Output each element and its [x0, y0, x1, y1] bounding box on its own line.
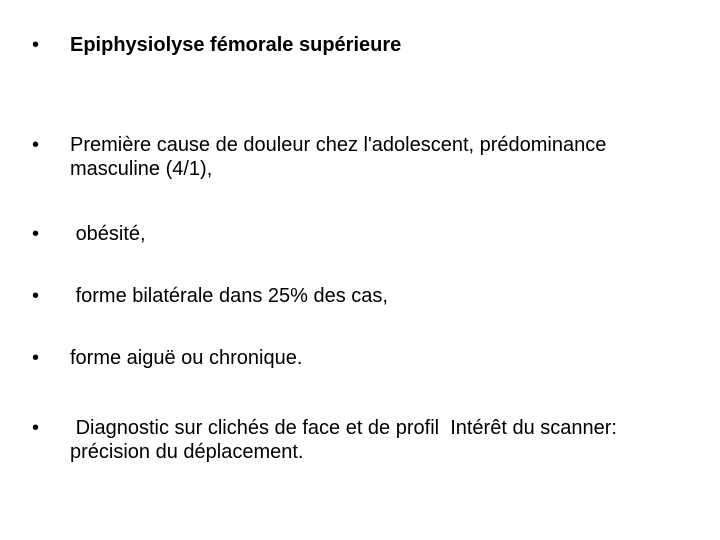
bullet-item-obesity: [30, 222, 680, 246]
bullet-item-acute-chronic: [30, 346, 680, 370]
bullet-text: Epiphysiolyse fémorale supérieure: [70, 34, 402, 56]
bullet-item-bilateral: [30, 284, 680, 308]
bullet-text: Première cause de douleur chez l'adolescent, prédominance masculine (4/1),: [70, 134, 612, 180]
bullet-item-diagnostic: [30, 416, 680, 464]
bullet-text: forme bilatérale dans 25% des cas,: [70, 285, 388, 307]
bullet-icon: •: [32, 34, 40, 56]
bullet-icon: •: [32, 134, 40, 156]
bullet-item-cause: [30, 133, 680, 181]
bullet-text: obésité,: [70, 223, 146, 245]
bullet-icon: •: [32, 285, 40, 307]
bullet-item-title: [30, 33, 680, 57]
bullet-icon: •: [32, 417, 40, 439]
bullet-text: Diagnostic sur clichés de face et de profil Intérêt du scanner: précision du déplacement.: [70, 417, 623, 463]
bullet-icon: •: [32, 223, 40, 245]
bullet-icon: •: [32, 347, 40, 369]
bullet-text: forme aiguë ou chronique.: [70, 347, 303, 369]
